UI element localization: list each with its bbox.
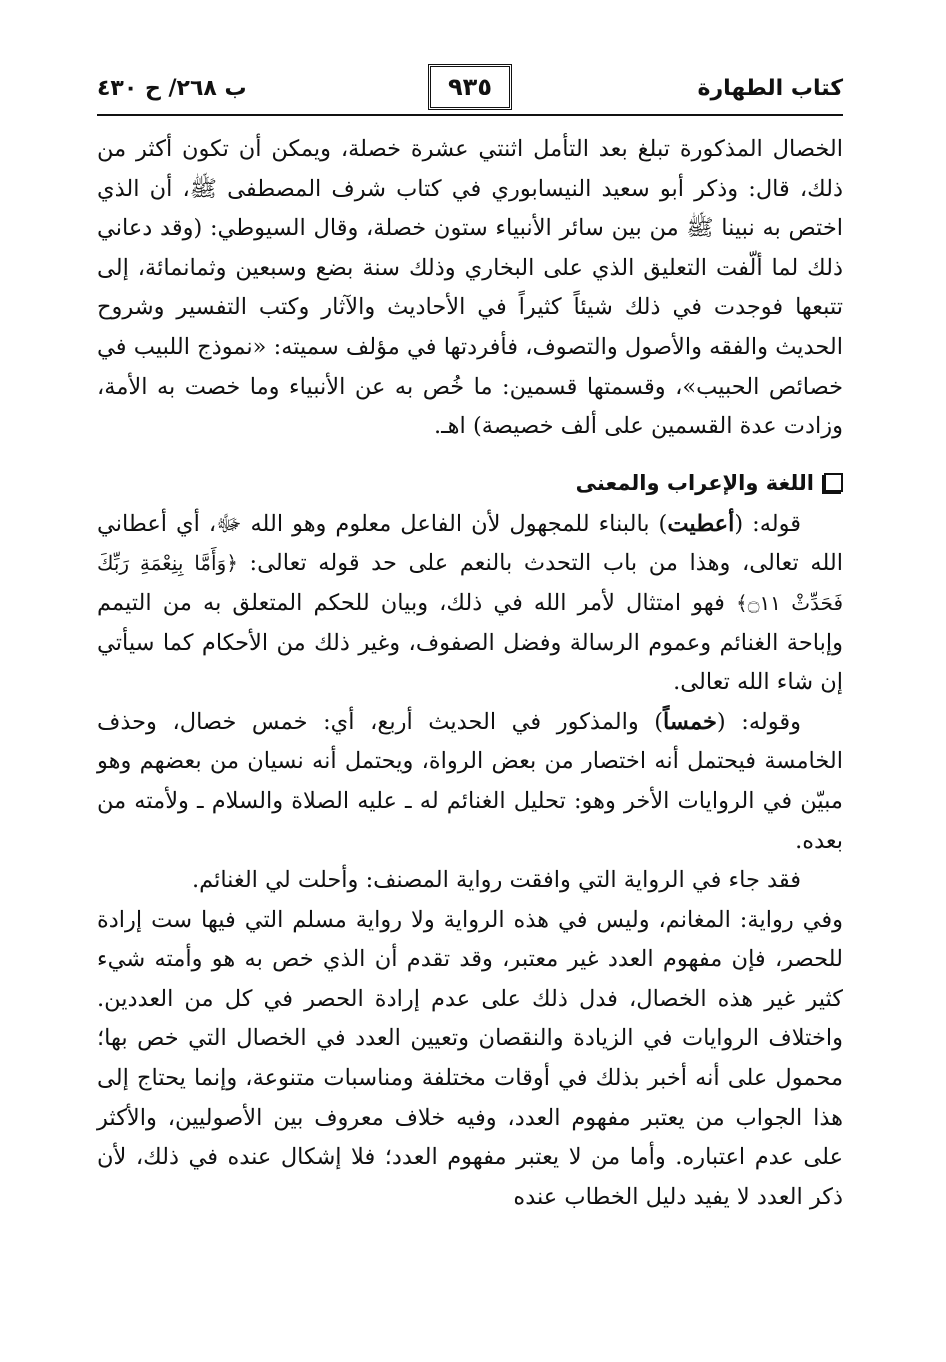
book-page bbox=[97, 58, 843, 1217]
paragraph-2-text: فهو امتثال لأمر الله في ذلك، وبيان للحكم المتعلق به من التيمم وإباحة الغنائم وعموم الرسالة وفضل الصفوف، وغير ذلك من الأحكام كما سيأتي إن شاء الله تعالى. bbox=[97, 589, 843, 696]
paragraph-2-text: قوله: ( bbox=[734, 510, 801, 537]
paragraph-1: الخصال المذكورة تبلغ بعد التأمل اثنتي عشرة خصلة، ويمكن أن تكون أكثر من ذلك، قال: وذكر أبو سعيد النيسابوري في كتاب شرف المصطفى ﷺ، أن الذي اختص به نبينا ﷺ من بين سائر الأنبياء ستون خصلة، وقال السيوطي: (وقد دعاني ذلك لما ألّفت التعليق الذي على البخاري وذلك سنة بضع وسبعين وثمانمائة، إلى تتبعها فوجدت في ذلك شيئاً كثيراً في الأحاديث والآثار وكتب التفسير وشروح الحديث والفقه والأصول والتصوف، فأفردتها في مؤلف سميته: «نموذج اللبيب في خصائص الحبيب»، وقسمتها قسمين: ما خُص به عن الأنبياء وما خصت به الأمة، وزادت عدة القسمين على ألف خصيصة) اهـ. bbox=[97, 136, 843, 440]
chapter-reference: ب ٢٦٨/ ح ٤٣٠ bbox=[97, 76, 247, 101]
quran-verse: ﴿وَأَمَّا بِنِعْمَةِ رَبِّكَ فَحَدِّثْ ۝١١﴾ bbox=[97, 551, 844, 615]
paragraph-3-text: ) والمذكور في الحديث أربع، أي: خمس خصال، وحذف الخامسة فيحتمل أنه اختصار من بعض الرواة، ويحتمل أنه نسيان من بعضهم وهو مبيّن في الروايات الأخر وهو: تحليل الغنائم له ـ عليه الصلاة والسلام ـ ولأمته من بعده. bbox=[97, 708, 843, 854]
page-number: ٩٣٥ bbox=[448, 73, 492, 101]
header-rule bbox=[97, 114, 843, 116]
paragraph-5: وفي رواية: المغانم، وليس في هذه الرواية ولا رواية مسلم التي فيها ست إرادة للحصر، فإن مفهوم العدد غير معتبر، وقد تقدم أن الذي خص به هو وأمته شيء كثير غير هذه الخصال، فدل ذلك على عدم إرادة الحصر في كل من العددين. واختلاف الروايات في الزيادة والنقصان وتعيين العدد في الخصال التي خص بها؛ محمول على أنه أخبر بذلك في أوقات مختلفة ومناسبات متنوعة، وإنما يحتاج إلى هذا الجواب من يعتبر مفهوم العدد، وفيه خلاف معروف بين الأصوليين، والأكثر على عدم اعتباره. وأما من لا يعتبر مفهوم العدد؛ فلا إشكال عنده في ذلك، لأن ذكر العدد لا يفيد دليل الخطاب عنده bbox=[97, 906, 843, 1210]
keyword-khamsan: خمساً bbox=[663, 708, 717, 735]
paragraph-2 bbox=[97, 505, 843, 703]
paragraph-3-text: وقوله: ( bbox=[716, 708, 801, 735]
page-number-frame bbox=[428, 64, 512, 110]
paragraph-4: فقد جاء في الرواية التي وافقت رواية المصنف: وأحلت لي الغنائم. bbox=[191, 867, 801, 894]
keyword-atiyt: أعطيت bbox=[667, 510, 735, 537]
section-heading-text: اللغة والإعراب والمعنى bbox=[575, 470, 814, 495]
square-bullet-icon bbox=[824, 473, 843, 492]
book-title: كتاب الطهارة bbox=[697, 76, 843, 101]
page-header bbox=[97, 58, 843, 116]
section-heading bbox=[97, 461, 843, 505]
paragraph-2-text: ) بالبناء للمجهول لأن الفاعل معلوم وهو الله ﷻ، أي أعطاني الله تعالى، وهذا من باب التحدث بالنعم على حد قوله تعالى: bbox=[97, 510, 843, 577]
paragraph-3 bbox=[97, 703, 843, 861]
